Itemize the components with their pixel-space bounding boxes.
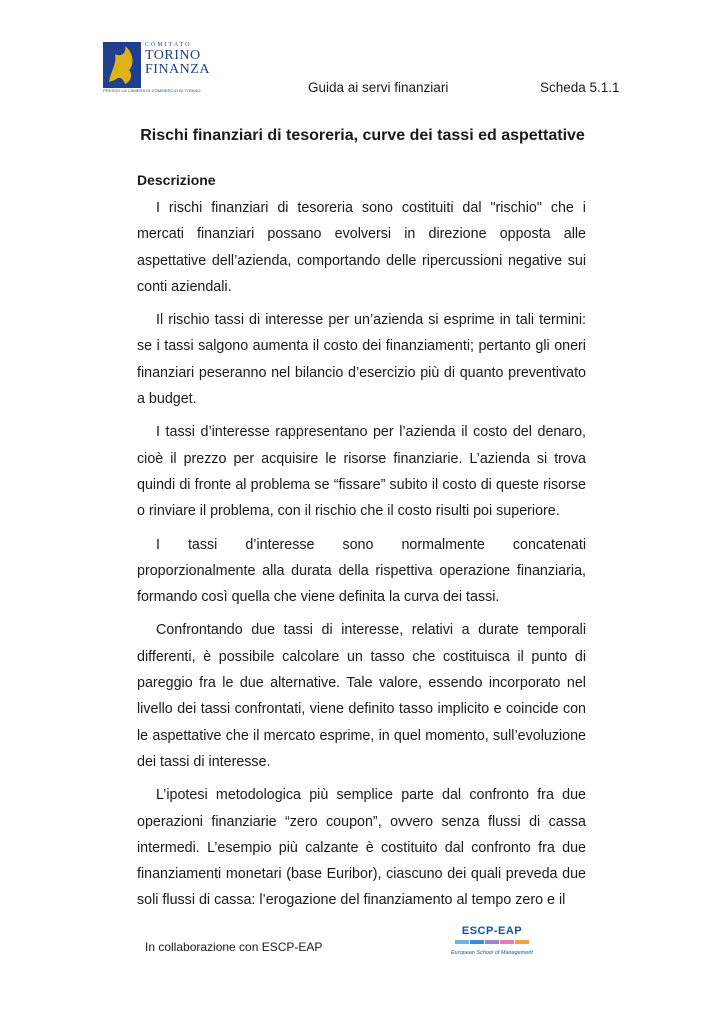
logo-line-torino: TORINO — [145, 48, 201, 63]
logo-subline: PRESSO LA CAMERA DI COMMERCIO DI TORINO — [103, 88, 201, 93]
sheet-number: Scheda 5.1.1 — [540, 80, 620, 95]
logo-bar — [455, 940, 469, 944]
logo-emblem — [103, 42, 141, 88]
escp-logo-subtitle: European School of Management — [451, 950, 533, 956]
logo-line-finanza: FINANZA — [145, 62, 210, 77]
escp-logo-bars — [446, 940, 538, 944]
logo-bar — [515, 940, 529, 944]
escp-eap-logo — [446, 925, 538, 970]
section-heading: Descrizione — [137, 172, 216, 188]
footer-collaboration: In collaborazione con ESCP-EAP — [145, 940, 323, 954]
logo-text — [145, 42, 210, 77]
paragraph: L’ipotesi metodologica più semplice parte dal confronto fra due operazioni finanziarie “zero coupon”, ovvero senza flussi di cassa intermedi. L’esempio più calzante è costituito dal confronto fra due finanziamenti monetari (base Euribor), ciascuno dei quali preveda due soli flussi di cassa: l’erogazione del finanziamento al tempo zero e il — [137, 787, 586, 909]
comitato-torino-finanza-logo — [103, 42, 210, 94]
logo-bar — [485, 940, 499, 944]
paragraph: I tassi d’interesse sono normalmente concatenati proporzionalmente alla durata della rispettiva operazione finanziaria, formando così quella che viene definita la curva dei tassi. — [137, 536, 586, 606]
paragraph: Confrontando due tassi di interesse, relativi a durate temporali differenti, è possibile calcolare un tasso che costituisca il punto di pareggio fra le due alternative. Tale valore, essendo incorporato nel livello dei tassi confrontati, viene definito tasso implicito e coincide con le aspettative che il mercato esprime, in quel momento, sull’evoluzione dei tassi di interesse. — [137, 622, 586, 770]
logo-line-comitato: COMITATO — [145, 42, 192, 48]
logo-bar — [470, 940, 484, 944]
paragraph: Il rischio tassi di interesse per un’azienda si esprime in tali termini: se i tassi salgono aumenta il costo dei finanziamenti; pertanto gli oneri finanziari peseranno nel bilancio d’esercizio più di quanto preventivato a budget. — [137, 312, 586, 408]
document-title: Rischi finanziari di tesoreria, curve dei tassi ed aspettative — [140, 127, 585, 144]
paragraph: I tassi d’interesse rappresentano per l’azienda il costo del denaro, cioè il prezzo per acquisire le risorse finanziarie. L’azienda si trova quindi di fronte al problema se “fissare” subito il costo di queste risorse o rinviare il problema, con il rischio che il costo risulti poi superiore. — [137, 424, 586, 520]
document-body — [137, 195, 586, 921]
guide-title: Guida ai servi finanziari — [308, 80, 449, 95]
logo-bar — [500, 940, 514, 944]
paragraph: I rischi finanziari di tesoreria sono costituiti dal "rischio" che i mercati finanziari possano evolversi in direzione opposta alle aspettative dell’azienda, comportando delle ripercussioni negative sui conti aziendali. — [137, 200, 586, 295]
escp-logo-title: ESCP-EAP — [461, 925, 523, 937]
